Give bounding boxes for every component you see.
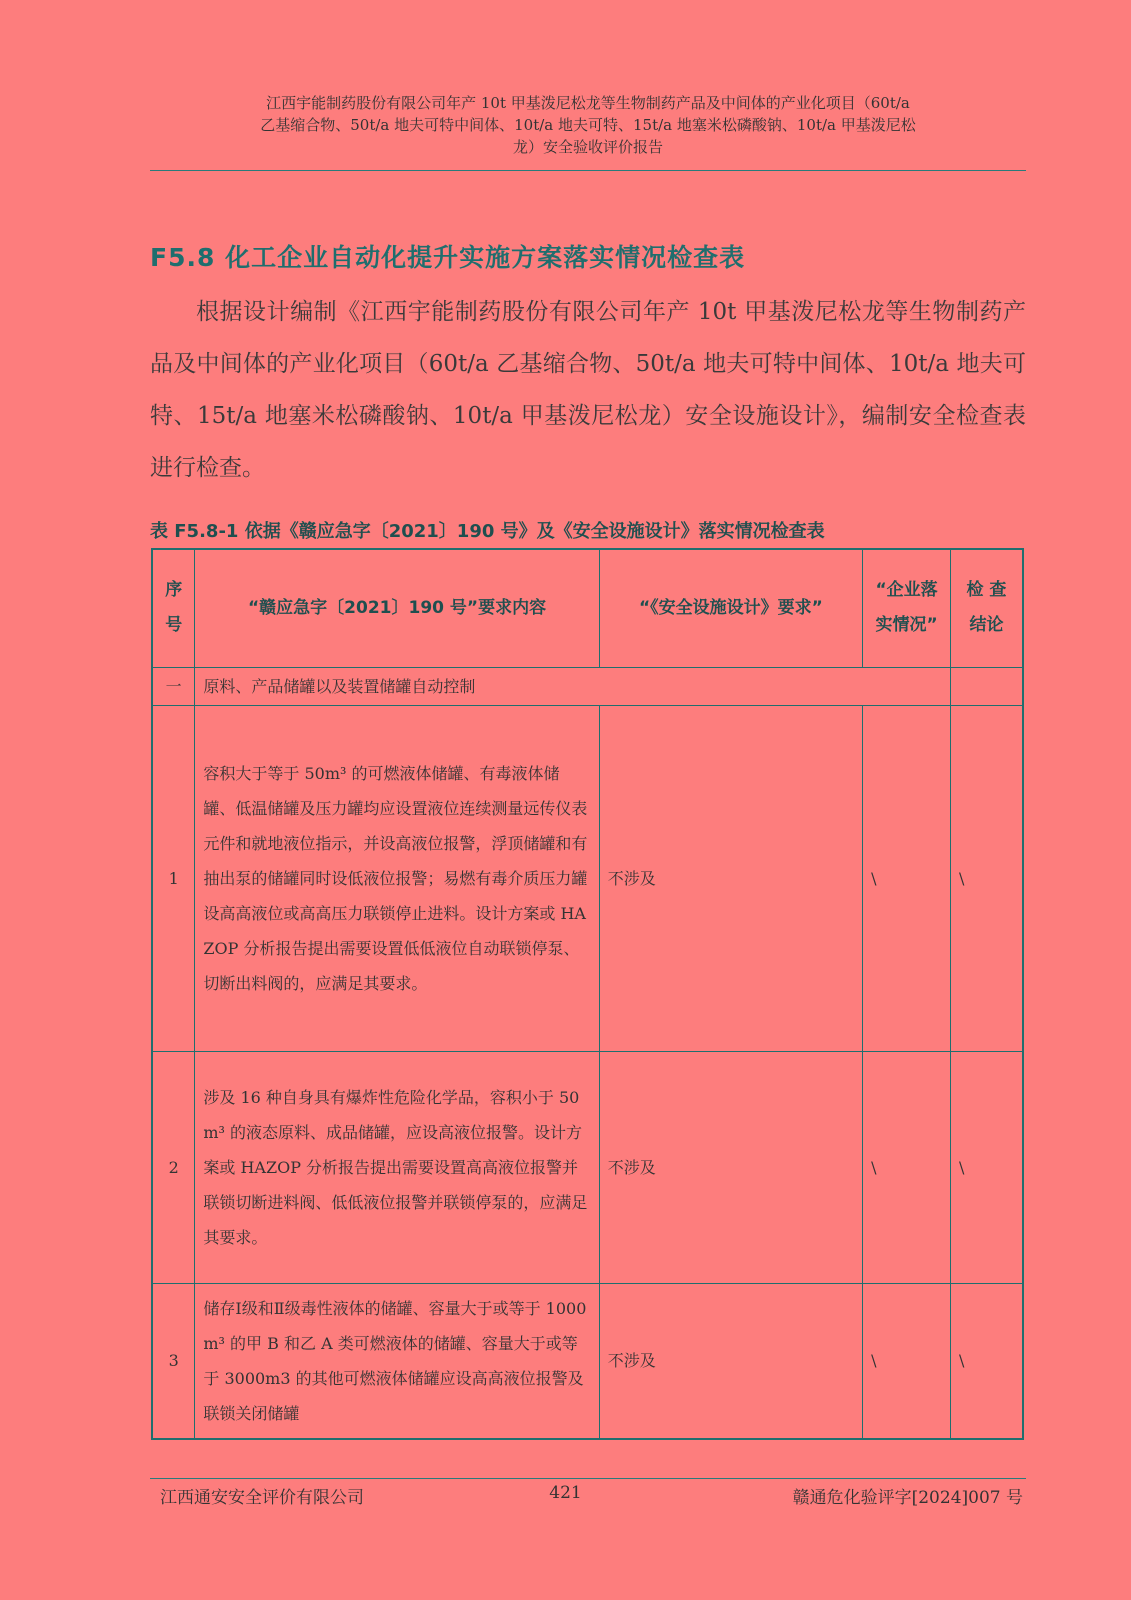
row-seq: 1 [152, 705, 195, 1051]
footer-doc-number: 赣通危化验评字[2024]007 号 [792, 1488, 1023, 1508]
intro-paragraph: 根据设计编制《江西宇能制药股份有限公司年产 10t 甲基泼尼松龙等生物制药产品及中间体的产业化项目（60t/a 乙基缩合物、50t/a 地夫可特中间体、10t/a 地夫可特、15t/a 地塞米松磷酸钠、10t/a 甲基泼尼松龙）安全设施设计》，编制安全检查表进行检查。 [150, 299, 1026, 481]
row-status: \ [863, 1051, 951, 1283]
row-requirement: 涉及 16 种自身具有爆炸性危险化学品，容积小于 50m³ 的液态原料、成品储罐，应设高液位报警。设计方案或 HAZOP 分析报告提出需要设置高高液位报警并联锁切断进料阀、低低液位报警并联锁停泵的，应满足其要求。 [195, 1051, 599, 1283]
row-conclusion: \ [950, 1283, 1023, 1439]
section-title: F5.8 化工企业自动化提升实施方案落实情况检查表 [150, 243, 746, 272]
header-seq: 序号 [152, 549, 195, 667]
page-number: 421 [549, 1483, 582, 1503]
group-title: 原料、产品储罐以及装置储罐自动控制 [195, 667, 951, 705]
header-design: “《安全设施设计》要求” [599, 549, 862, 667]
header-line-2: 乙基缩合物、50t/a 地夫可特中间体、10t/a 地夫可特、15t/a 地塞米松磷酸钠、10t/a 甲基泼尼松 [260, 116, 916, 134]
header-line-3: 龙）安全验收评价报告 [512, 138, 663, 156]
row-seq: 3 [152, 1283, 195, 1439]
footer-divider [150, 1478, 1026, 1479]
header-divider [150, 170, 1026, 171]
table-caption: 表 F5.8-1 依据《赣应急字〔2021〕190 号》及《安全设施设计》落实情况检查表 [150, 521, 825, 542]
inspection-table [151, 548, 1024, 1440]
header-conclusion: 检 查结论 [950, 549, 1023, 667]
group-seq: 一 [152, 667, 195, 705]
header-status: “企业落实情况” [863, 549, 951, 667]
table-row [152, 705, 1023, 1051]
row-status: \ [863, 1283, 951, 1439]
group-empty-cell [950, 667, 1023, 705]
row-requirement: 储存Ⅰ级和Ⅱ级毒性液体的储罐、容量大于或等于 1000m³ 的甲 B 和乙 A 类可燃液体的储罐、容量大于或等于 3000m3 的其他可燃液体储罐应设高高液位报警及联锁关闭储罐 [195, 1283, 599, 1439]
table-group-row [152, 667, 1023, 705]
row-design: 不涉及 [599, 1283, 862, 1439]
page-header [150, 92, 1026, 158]
header-line-1: 江西宇能制药股份有限公司年产 10t 甲基泼尼松龙等生物制药产品及中间体的产业化项目（60t/a [266, 94, 910, 112]
footer-company: 江西通安安全评价有限公司 [160, 1488, 364, 1508]
table-row [152, 1283, 1023, 1439]
row-design: 不涉及 [599, 705, 862, 1051]
row-design: 不涉及 [599, 1051, 862, 1283]
table-header-row [152, 549, 1023, 667]
row-status: \ [863, 705, 951, 1051]
row-conclusion: \ [950, 1051, 1023, 1283]
row-requirement: 容积大于等于 50m³ 的可燃液体储罐、有毒液体储罐、低温储罐及压力罐均应设置液位连续测量远传仪表元件和就地液位指示，并设高液位报警，浮顶储罐和有抽出泵的储罐同时设低液位报警；易燃有毒介质压力罐设高高液位或高高压力联锁停止进料。设计方案或 HAZOP 分析报告提出需要设置低低液位自动联锁停泵、切断出料阀的，应满足其要求。 [195, 705, 599, 1051]
table-row [152, 1051, 1023, 1283]
header-requirement: “赣应急字〔2021〕190 号”要求内容 [195, 549, 599, 667]
row-seq: 2 [152, 1051, 195, 1283]
row-conclusion: \ [950, 705, 1023, 1051]
